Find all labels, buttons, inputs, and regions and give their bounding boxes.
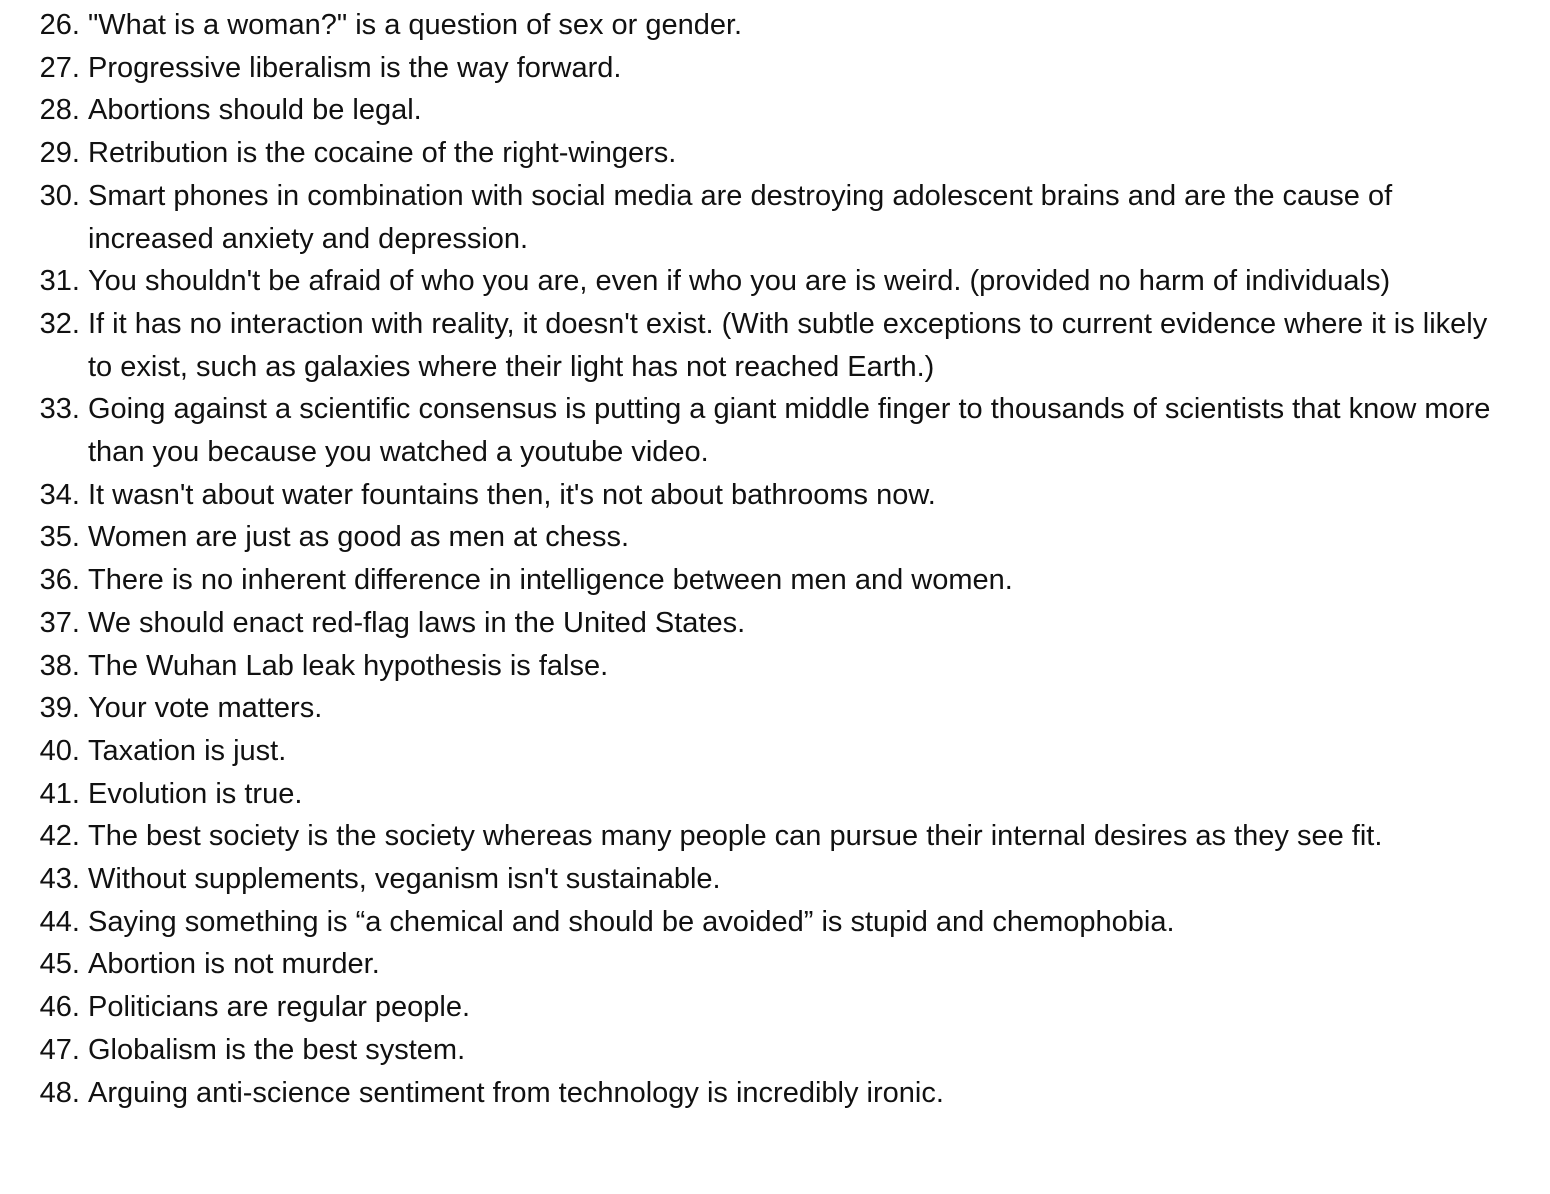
item-number: 35. <box>39 521 80 554</box>
list-item <box>0 132 1530 175</box>
list-item <box>0 901 1530 944</box>
list-item <box>0 943 1530 986</box>
item-number: 42. <box>39 820 80 853</box>
item-text: There is no inherent difference in intelligence between men and women. <box>88 564 1013 597</box>
item-number: 36. <box>39 564 80 597</box>
list-item <box>0 89 1530 132</box>
item-number: 48. <box>39 1076 80 1109</box>
item-number: 43. <box>39 863 80 896</box>
list-item <box>0 986 1530 1029</box>
item-number: 33. <box>39 393 80 426</box>
item-text: Going against a scientific consensus is putting a giant middle finger to thousands of scientists that know more than you because you watched a youtube video. <box>88 393 1491 469</box>
item-text: You shouldn't be afraid of who you are, even if who you are is weird. (provided no harm of individuals) <box>88 265 1391 298</box>
item-text: Smart phones in combination with social media are destroying adolescent brains and are the cause of increased anxiety and depression. <box>88 179 1393 255</box>
item-number: 38. <box>39 649 80 682</box>
item-text: The Wuhan Lab leak hypothesis is false. <box>88 649 609 682</box>
item-number: 47. <box>39 1033 80 1066</box>
list-item <box>0 687 1530 730</box>
item-number: 44. <box>39 905 80 938</box>
list-item <box>0 815 1530 858</box>
item-text: Saying something is “a chemical and should be avoided” is stupid and chemophobia. <box>88 905 1175 938</box>
item-text: Women are just as good as men at chess. <box>88 521 630 554</box>
item-number: 29. <box>39 137 80 170</box>
item-text: The best society is the society whereas many people can pursue their internal desires as they see fit. <box>88 820 1383 853</box>
item-text: Evolution is true. <box>88 777 303 810</box>
item-number: 30. <box>39 179 80 212</box>
list-item <box>0 47 1530 90</box>
item-text: Without supplements, veganism isn't sustainable. <box>88 863 721 896</box>
item-number: 32. <box>39 307 80 340</box>
item-text: Abortion is not murder. <box>88 948 380 981</box>
item-number: 40. <box>39 734 80 767</box>
item-text: "What is a woman?" is a question of sex or gender. <box>88 9 743 41</box>
list-item <box>0 303 1530 388</box>
item-number: 34. <box>39 478 80 511</box>
list-item <box>0 175 1530 260</box>
list-item <box>0 4 1530 47</box>
list-item <box>0 730 1530 773</box>
item-text: Progressive liberalism is the way forward. <box>88 51 622 84</box>
item-number: 45. <box>39 948 80 981</box>
list-item <box>0 559 1530 602</box>
list-item <box>0 858 1530 901</box>
item-text: Politicians are regular people. <box>88 991 471 1024</box>
item-text: Globalism is the best system. <box>88 1033 466 1066</box>
item-text: It wasn't about water fountains then, it's not about bathrooms now. <box>88 478 936 511</box>
item-text: If it has no interaction with reality, it doesn't exist. (With subtle exceptions to current evidence where it is likely to exist, such as galaxies where their light has not reached Earth.) <box>88 307 1488 383</box>
list-item <box>0 1072 1530 1115</box>
list-item <box>0 260 1530 303</box>
list-item <box>0 602 1530 645</box>
list-item <box>0 645 1530 688</box>
item-text: Your vote matters. <box>88 692 323 725</box>
item-number: 27. <box>39 51 80 84</box>
item-number: 41. <box>39 777 80 810</box>
list-item <box>0 1029 1530 1072</box>
item-number: 39. <box>39 692 80 725</box>
item-number: 37. <box>39 606 80 639</box>
item-number: 31. <box>39 265 80 298</box>
item-text: We should enact red-flag laws in the United States. <box>88 606 746 639</box>
item-number: 26. <box>39 9 80 41</box>
list-item <box>0 516 1530 559</box>
item-text: Taxation is just. <box>88 734 287 767</box>
list-item <box>0 474 1530 517</box>
list-item <box>0 388 1530 473</box>
numbered-statement-list <box>0 4 1530 1114</box>
item-text: Arguing anti-science sentiment from technology is incredibly ironic. <box>88 1076 944 1109</box>
item-text: Retribution is the cocaine of the right-wingers. <box>88 137 677 170</box>
list-item <box>0 773 1530 816</box>
item-number: 28. <box>39 94 80 127</box>
item-text: Abortions should be legal. <box>88 94 422 127</box>
item-number: 46. <box>39 991 80 1024</box>
